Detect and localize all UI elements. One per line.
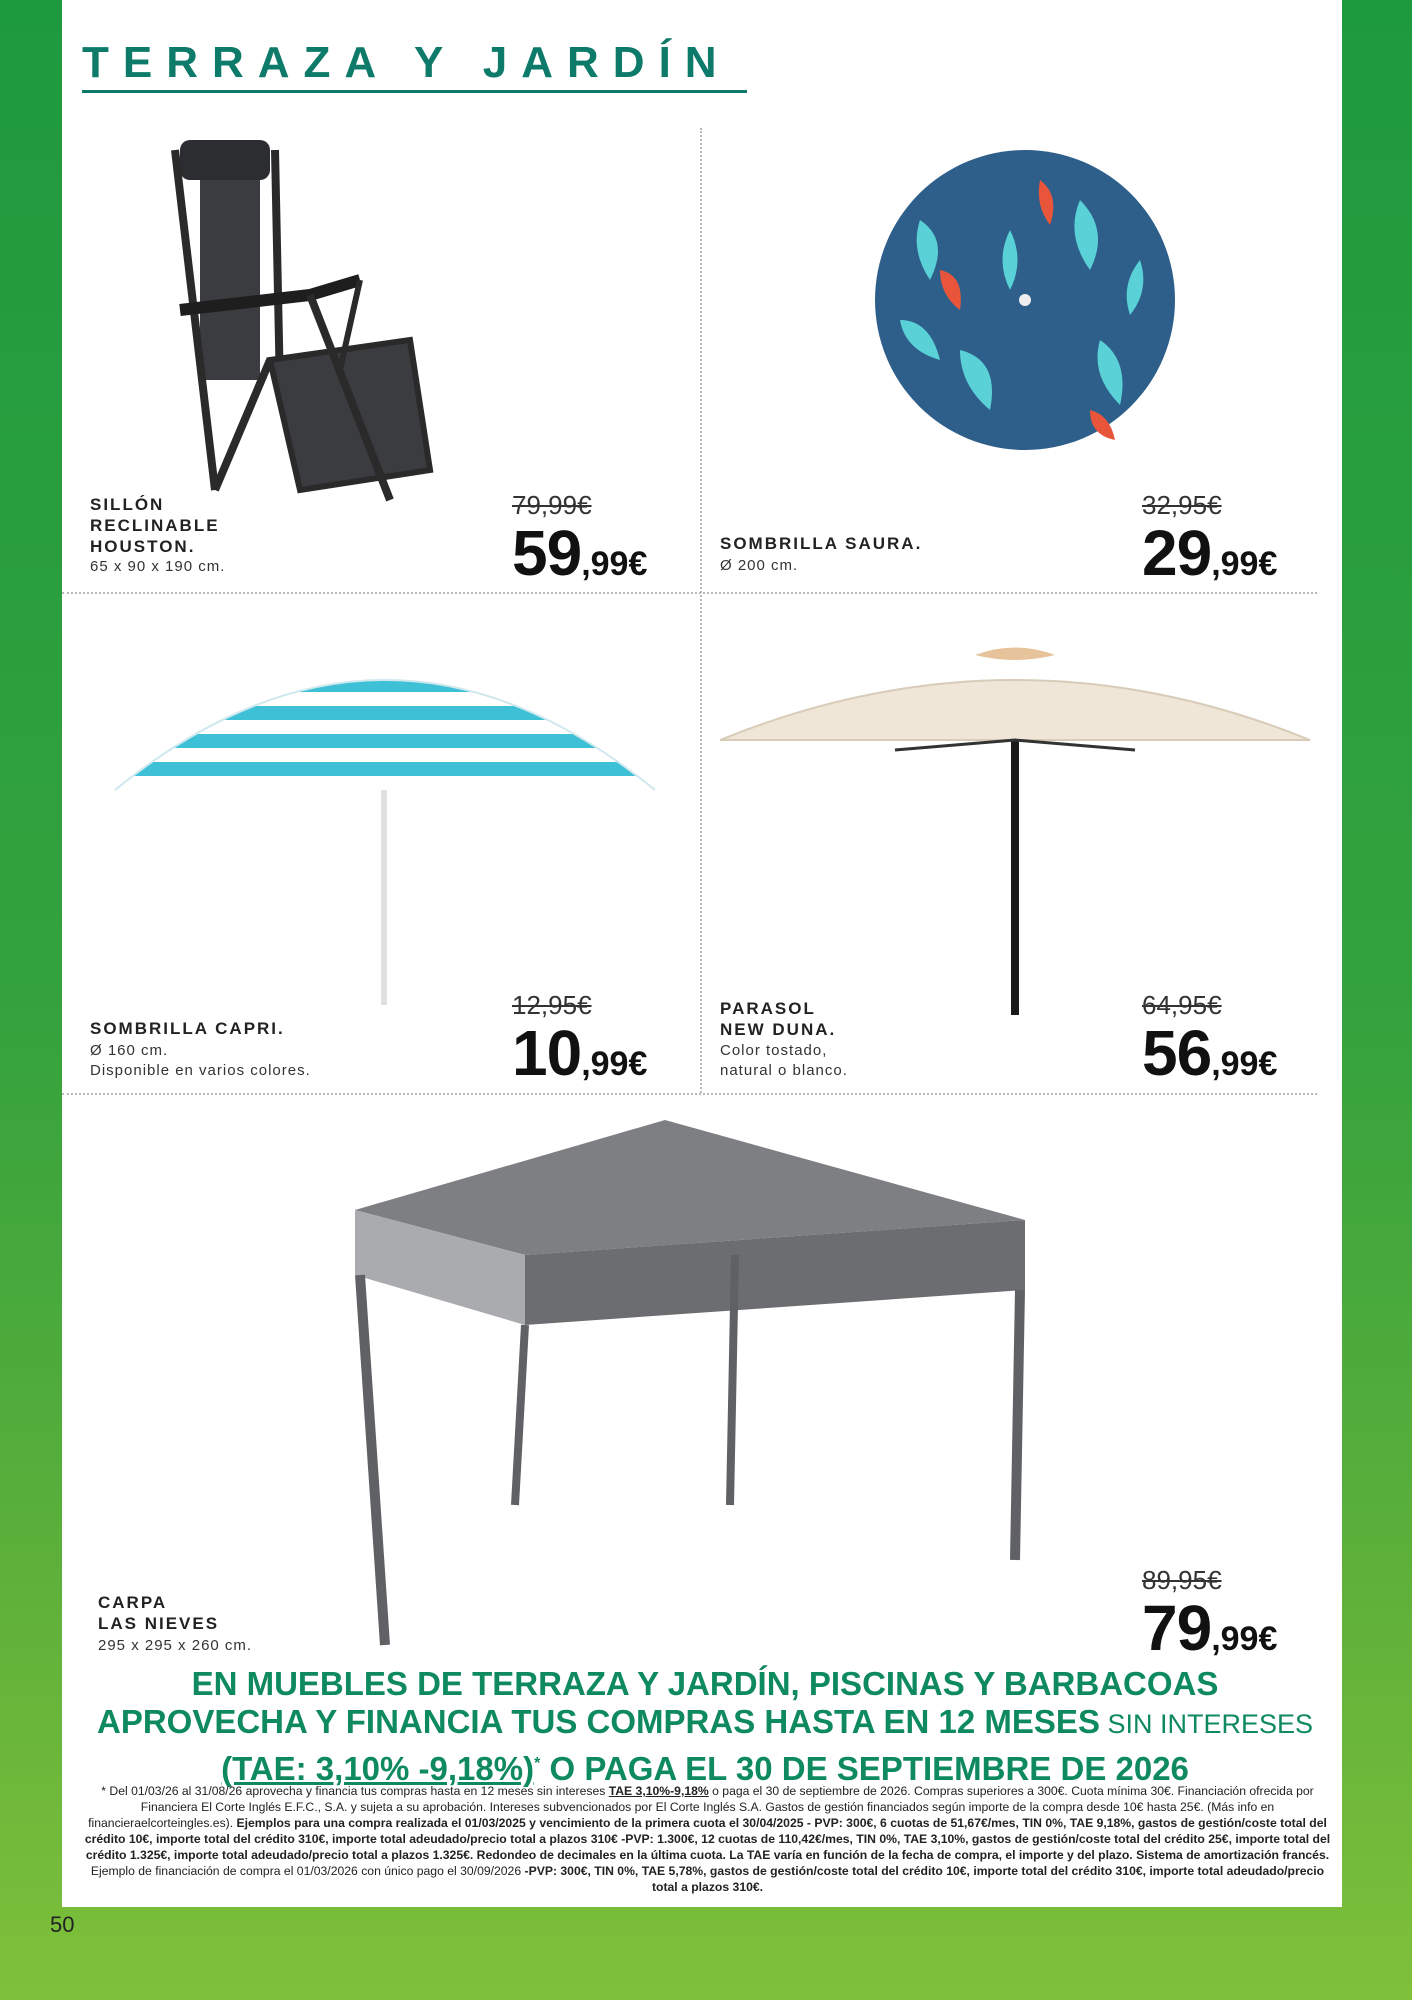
divider-horizontal-2: [62, 1093, 1317, 1095]
product-name-houston: SILLÓN RECLINABLE HOUSTON.: [90, 495, 220, 556]
product-desc-capri: Ø 160 cm. Disponible en varios colores.: [90, 1042, 311, 1079]
price-las-nieves: [1142, 1591, 1277, 1665]
product-desc-houston: 65 x 90 x 190 cm.: [90, 558, 226, 575]
product-desc-new-duna: Color tostado, natural o blanco.: [720, 1042, 848, 1079]
product-desc-las-nieves: 295 x 295 x 260 cm.: [98, 1637, 253, 1654]
price-int: 29: [1142, 517, 1212, 589]
price-int: 79: [1142, 1592, 1212, 1664]
promo-line-2-bold: APROVECHA Y FINANCIA TUS COMPRAS HASTA EN 12 MESES: [96, 1703, 1100, 1740]
product-name-saura: SOMBRILLA SAURA.: [720, 534, 923, 553]
price-dec: ,99€: [581, 1045, 648, 1083]
price-dec: ,99€: [1211, 1045, 1278, 1083]
legal-p1: * Del 01/03/26 al 31/08/26 aprovecha y financia tus compras hasta en 12 meses sin intereses: [101, 1784, 609, 1798]
price-int: 59: [512, 517, 582, 589]
divider-horizontal-1: [62, 592, 1317, 594]
product-desc-saura: Ø 200 cm.: [720, 557, 799, 574]
old-price-las-nieves: 89,95€: [1142, 1565, 1222, 1595]
product-name-las-nieves: CARPA LAS NIEVES: [98, 1593, 220, 1633]
page-number: 50: [50, 1912, 75, 1937]
promo-footnote-mark: *: [534, 1755, 541, 1772]
striped-umbrella-image[interactable]: [105, 630, 665, 1010]
legal-tae: TAE 3,10%-9,18%: [608, 1784, 709, 1798]
price-dec: ,99€: [1211, 1620, 1278, 1658]
promo-tae: (TAE: 3,10% -9,18%): [221, 1750, 535, 1787]
product-name-new-duna: PARASOL NEW DUNA.: [720, 999, 837, 1039]
promo-line-1: EN MUEBLES DE TERRAZA Y JARDÍN, PISCINAS Y BARBACOAS: [191, 1665, 1219, 1702]
promo-line-3-rest: O PAGA EL 30 DE SEPTIEMBRE DE 2026: [540, 1750, 1189, 1787]
legal-footnote: [80, 1783, 1335, 1895]
legal-p4: Ejemplo de financiación de compra el 01/03/2026 con único pago el 30/09/2026: [90, 1864, 525, 1878]
price-dec: ,99€: [1211, 545, 1278, 583]
old-price-capri: 12,95€: [512, 990, 592, 1020]
old-price-new-duna: 64,95€: [1142, 990, 1222, 1020]
promo-line-2: [80, 1703, 1330, 1743]
old-price-saura: 32,95€: [1142, 490, 1222, 520]
price-new-duna: [1142, 1016, 1277, 1090]
price-dec: ,99€: [581, 545, 648, 583]
price-int: 10: [512, 1017, 582, 1089]
parasol-image[interactable]: [715, 640, 1315, 1020]
section-title: TERRAZA Y JARDÍN: [82, 38, 747, 93]
legal-p5: -PVP: 300€, TIN 0%, TAE 5,78%, gastos de gestión/coste total del crédito 10€, importe total del crédito 310€, importe total adeudado/precio total a plazos 310€.: [524, 1864, 1325, 1894]
promo-line-2-light: SIN INTERESES: [1099, 1709, 1314, 1739]
product-name-capri: SOMBRILLA CAPRI.: [90, 1019, 285, 1038]
legal-p3: Ejemplos para una compra realizada el 01/03/2025 y vencimiento de la primera cuota el 30/04/2025 - PVP: 300€, 6 cuotas de 51,67€/mes, TIN 0%, TAE 9,18%, gastos de gestión/coste total del crédito 10€, importe total del crédito 310€, importe total adeudado/precio total a plazos 310€ -PVP: 1.300€, 12 cuotas de 110,42€/mes, TIN 0%, TAE 3,10%, gastos de gestión/coste total del crédito 25€, importe total del crédito 1.325€, importe total adeudado/precio total a plazos 1.325€. Redondeo de decimales en la última cuota. La TAE varía en función de la fecha de compra, el importe y del plazo. Sistema de amortización francés.: [84, 1816, 1331, 1862]
canopy-tent-image[interactable]: [355, 1115, 1025, 1655]
recliner-chair-image[interactable]: [160, 130, 460, 510]
legal-p2: o paga el 30 de septiembre de 2026. Compras superiores a 300€. Cuota mínima 30€. Financiación ofrecida por Financiera El Corte Inglés E.F.C., S.A. y sujeta a su aprobación. Intereses subvencionados por El Corte Inglés S.A. Gastos de gestión financiados según importe de la compra desde 10€ hasta 25€. (Más info en financieraelcorteingles.es).: [88, 1784, 1314, 1830]
price-saura: [1142, 516, 1277, 590]
price-capri: [512, 1016, 647, 1090]
old-price-houston: 79,99€: [512, 490, 592, 520]
divider-vertical: [700, 128, 702, 1093]
patterned-umbrella-image[interactable]: [840, 140, 1210, 500]
price-int: 56: [1142, 1017, 1212, 1089]
financing-promo: [80, 1665, 1330, 1790]
price-houston: [512, 516, 647, 590]
